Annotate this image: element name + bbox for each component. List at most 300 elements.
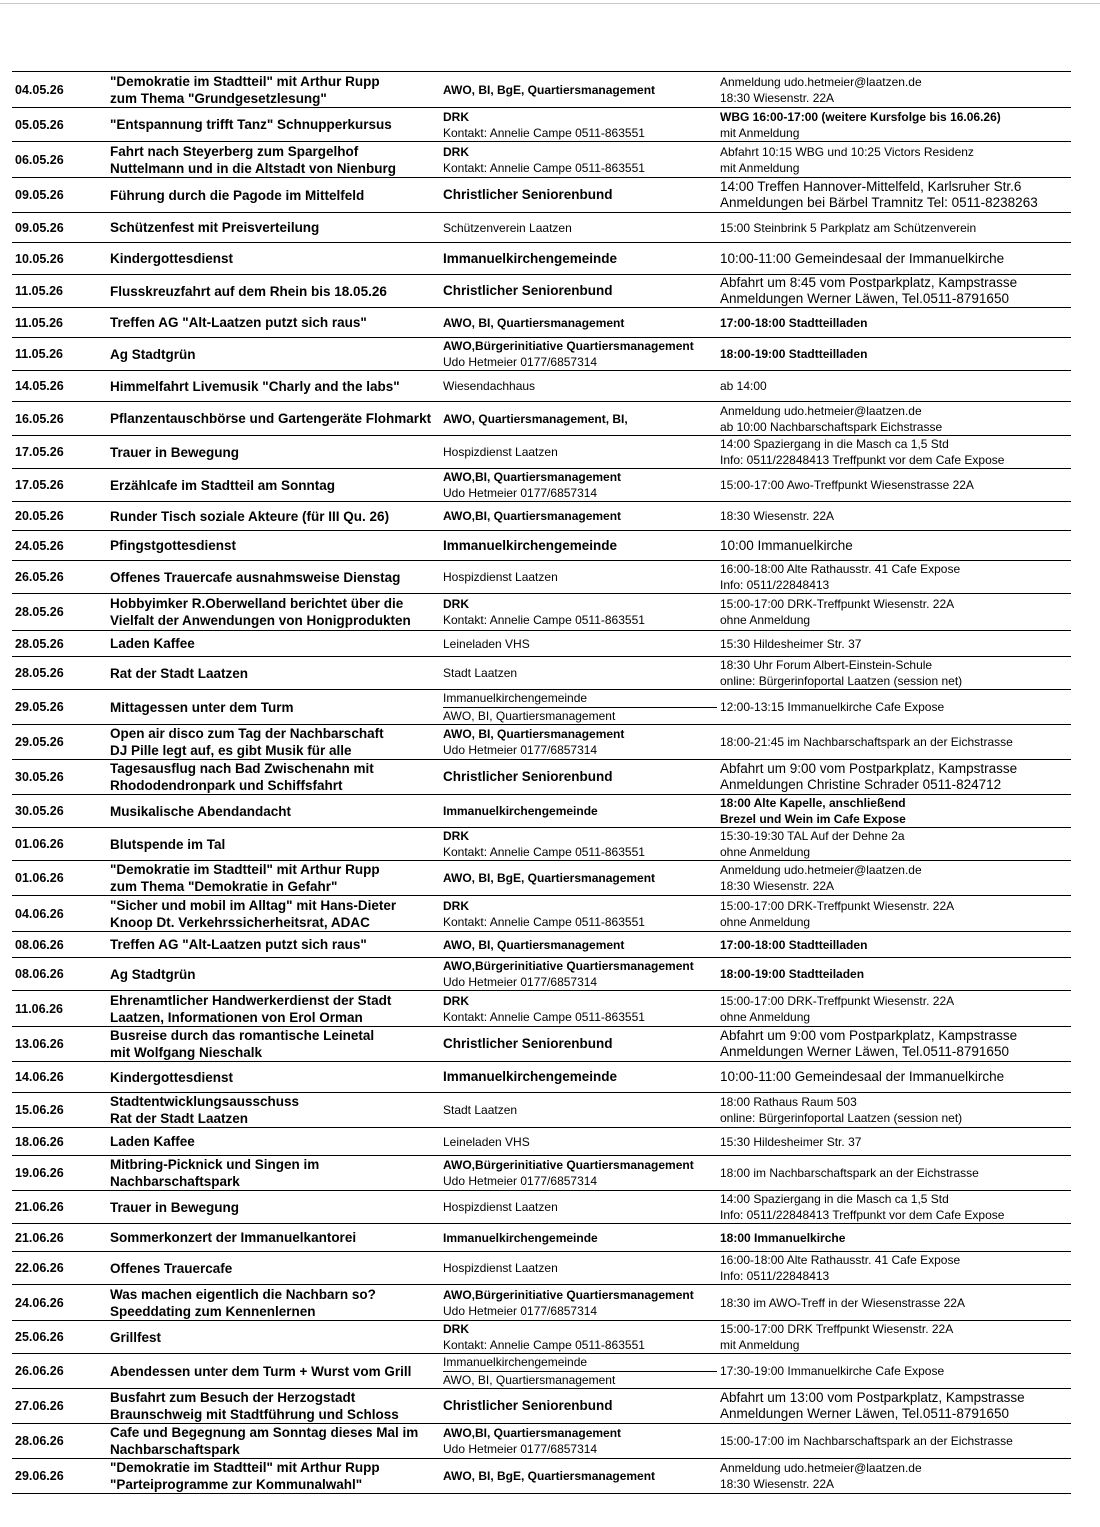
event-title (107, 932, 440, 958)
organizer-line: Immanuelkirchengemeinde (443, 1069, 618, 1084)
event-row (12, 657, 1071, 690)
event-details (717, 1224, 1071, 1252)
event-organizer (440, 631, 717, 657)
event-title-line: Flusskreuzfahrt auf dem Rhein bis 18.05.26 (110, 283, 387, 299)
event-organizer (440, 142, 717, 178)
details-line: 18:30 im AWO-Treff in der Wiesenstrasse 22A (720, 1295, 965, 1310)
event-date: 19.06.26 (15, 1166, 64, 1180)
event-title-line: Ehrenamtlicher Handwerkerdienst der Stadt (110, 992, 392, 1008)
event-details (717, 760, 1071, 795)
event-title (107, 657, 440, 690)
event-title (107, 402, 440, 436)
organizer-line: Kontakt: Annelie Campe 0511-863551 (443, 1338, 645, 1352)
details-line: 18:00 im Nachbarschaftspark an der Eichstrasse (720, 1166, 979, 1180)
details-line: Info: 0511/22848413 Treffpunkt vor dem Cafe Expose (720, 453, 1005, 467)
organizer-line: AWO, BI, Quartiersmanagement (443, 727, 625, 741)
event-details (717, 690, 1071, 725)
details-line: 15:00-17:00 Awo-Treffpunkt Wiesenstrasse 22A (720, 478, 974, 492)
details-line: Abfahrt um 9:00 vom Postparkplatz, Kampstrasse (720, 761, 1018, 776)
event-title (107, 275, 440, 308)
details-line: Anmeldungen Werner Läwen, Tel.0511-8791650 (720, 1044, 1009, 1059)
event-title (107, 1354, 440, 1389)
organizer-line: Christlicher Seniorenbund (443, 769, 613, 784)
event-organizer (440, 1128, 717, 1156)
organizer-line: Hospizdienst Laatzen (443, 445, 558, 459)
event-organizer (440, 178, 717, 213)
event-title (107, 1156, 440, 1191)
event-organizer (440, 828, 717, 861)
details-line: 15:00-17:00 DRK Treffpunkt Wiesenstr. 22A (720, 1322, 954, 1336)
event-title (107, 243, 440, 275)
event-title-line: "Entspannung trifft Tanz" Schnupperkursus (110, 117, 392, 132)
organizer-line: AWO, BI, BgE, Quartiersmanagement (443, 871, 656, 885)
organizer-line: AWO,BI, Quartiersmanagement (443, 470, 622, 484)
event-title-line: Tagesausflug nach Bad Zwischenahn mit (110, 761, 374, 776)
event-organizer (440, 1062, 717, 1093)
event-organizer (440, 861, 717, 896)
event-title-line: Grillfest (110, 1329, 162, 1345)
event-title-line: Blutspende im Tal (110, 836, 226, 852)
event-date: 01.06.26 (15, 837, 64, 851)
event-title (107, 1027, 440, 1062)
organizer-line: Udo Hetmeier 0177/6857314 (443, 1303, 598, 1318)
details-line: Brezel und Wein im Cafe Expose (720, 812, 906, 826)
event-date: 26.06.26 (15, 1364, 64, 1378)
event-title-line: Laden Kaffee (110, 636, 195, 651)
details-line: 15:00-17:00 DRK-Treffpunkt Wiesenstr. 22A (720, 898, 955, 913)
event-date: 21.06.26 (15, 1200, 64, 1214)
organizer-line: Hospizdienst Laatzen (443, 1261, 558, 1275)
organizer-line: AWO,Bürgerinitiative Quartiersmanagement (443, 339, 694, 353)
event-details (717, 795, 1071, 828)
organizer-line: Christlicher Seniorenbund (443, 1036, 613, 1051)
organizer-line: Leineladen VHS (443, 636, 530, 651)
event-row (12, 1424, 1071, 1459)
event-row (12, 1191, 1071, 1224)
event-row (12, 142, 1071, 178)
organizer-line: AWO, BI, Quartiersmanagement (443, 1371, 717, 1388)
event-title-line: Rat der Stadt Laatzen (110, 665, 249, 681)
event-title-line: Was machen eigentlich die Nachbarn so? (110, 1286, 376, 1302)
details-line: Anmeldung udo.hetmeier@laatzen.de (720, 403, 922, 418)
event-organizer (440, 657, 717, 690)
events-body (12, 72, 1071, 1494)
event-title-line: Rat der Stadt Laatzen (110, 1111, 249, 1126)
details-line: Anmeldungen bei Bärbel Tramnitz Tel: 0511-8238263 (720, 195, 1038, 210)
event-title-line: Laatzen, Informationen von Erol Orman (110, 1009, 363, 1025)
details-line: 10:00-11:00 Gemeindesaal der Immanuelkirche (720, 1069, 1005, 1084)
event-organizer (440, 1191, 717, 1224)
details-line: Anmeldungen Werner Läwen, Tel.0511-8791650 (720, 1406, 1009, 1421)
details-line: Anmeldung udo.hetmeier@laatzen.de (720, 1461, 922, 1475)
details-line: 16:00-18:00 Alte Rathausstr. 41 Cafe Expose (720, 1253, 961, 1267)
event-details (717, 594, 1071, 631)
event-title-line: Pfingstgottesdienst (110, 538, 237, 553)
event-date: 22.06.26 (15, 1261, 64, 1275)
organizer-line: DRK (443, 898, 469, 913)
event-date: 28.05.26 (15, 636, 64, 651)
event-title-line: Vielfalt der Anwendungen von Honigprodukten (110, 613, 411, 628)
event-date: 17.05.26 (15, 445, 64, 459)
event-row (12, 725, 1071, 760)
event-details (717, 338, 1071, 371)
details-line: Info: 0511/22848413 Treffpunkt vor dem Cafe Expose (720, 1208, 1005, 1222)
event-date: 28.06.26 (15, 1434, 64, 1448)
event-details (717, 631, 1071, 657)
details-line: 18:30 Wiesenstr. 22A (720, 879, 835, 893)
details-line: online: Bürgerinfoportal Laatzen (session net) (720, 1111, 963, 1125)
event-organizer (440, 213, 717, 243)
event-row (12, 594, 1071, 631)
event-title (107, 725, 440, 760)
details-line: Anmeldung udo.hetmeier@laatzen.de (720, 863, 922, 877)
event-date: 11.05.26 (15, 284, 63, 298)
event-title-line: Treffen AG "Alt-Laatzen putzt sich raus" (110, 315, 367, 330)
event-title (107, 338, 440, 371)
event-organizer (440, 1027, 717, 1062)
details-line: ohne Anmeldung (720, 613, 811, 627)
event-details (717, 828, 1071, 861)
details-line: 18:30 Wiesenstr. 22A (720, 509, 835, 523)
organizer-line: AWO, BI, BgE, Quartiersmanagement (443, 1469, 656, 1483)
event-row (12, 308, 1071, 338)
event-details (717, 1093, 1071, 1128)
event-title (107, 108, 440, 142)
event-organizer (440, 991, 717, 1027)
event-row (12, 402, 1071, 436)
organizer-line: Immanuelkirchengemeinde (443, 250, 618, 266)
event-title-line: Nachbarschaftspark (110, 1174, 240, 1189)
event-title-line: Offenes Trauercafe (110, 1260, 233, 1276)
details-line: 18:00-19:00 Stadtteilladen (720, 347, 868, 361)
event-date: 26.05.26 (15, 570, 64, 584)
event-date: 25.06.26 (15, 1330, 64, 1344)
event-date: 11.05.26 (15, 347, 63, 361)
event-title-line: Sommerkonzert der Immanuelkantorei (110, 1230, 357, 1245)
organizer-line: Hospizdienst Laatzen (443, 570, 558, 584)
details-line: 10:00 Immanuelkirche (720, 537, 853, 553)
event-date: 24.05.26 (15, 538, 64, 553)
event-row (12, 958, 1071, 991)
event-date: 18.06.26 (15, 1134, 64, 1149)
event-row (12, 1128, 1071, 1156)
event-row (12, 531, 1071, 561)
event-row (12, 991, 1071, 1027)
details-line: 18:00-19:00 Stadtteiladen (720, 967, 865, 981)
event-row (12, 1285, 1071, 1321)
event-organizer (440, 932, 717, 958)
event-details (717, 108, 1071, 142)
organizer-line: Kontakt: Annelie Campe 0511-863551 (443, 160, 645, 175)
event-title (107, 1285, 440, 1321)
details-line: ab 10:00 Nachbarschaftspark Eichstrasse (720, 419, 943, 434)
event-details (717, 991, 1071, 1027)
organizer-line: AWO, BI, Quartiersmanagement (443, 707, 717, 724)
event-title (107, 1252, 440, 1285)
event-organizer (440, 502, 717, 531)
event-date: 08.06.26 (15, 967, 64, 981)
event-title-line: "Parteiprogramme zur Kommunalwahl" (110, 1477, 363, 1492)
organizer-line: Kontakt: Annelie Campe 0511-863551 (443, 125, 645, 140)
event-organizer (440, 1321, 717, 1354)
event-details (717, 1027, 1071, 1062)
event-title-line: Busfahrt zum Besuch der Herzogstadt (110, 1390, 356, 1405)
organizer-line: AWO, Quartiersmanagement, BI, (443, 411, 628, 426)
details-line: 12:00-13:15 Immanuelkirche Cafe Expose (720, 700, 945, 714)
organizer-line: AWO, BI, Quartiersmanagement (443, 937, 625, 952)
event-row (12, 371, 1071, 402)
organizer-line: Kontakt: Annelie Campe 0511-863551 (443, 914, 645, 929)
event-date: 21.06.26 (15, 1230, 64, 1245)
event-details (717, 896, 1071, 932)
event-title-line: Pflanzentauschbörse und Gartengeräte Flohmarkt (110, 411, 432, 426)
organizer-line: DRK (443, 1322, 469, 1336)
event-details (717, 178, 1071, 213)
organizer-line: Schützenverein Laatzen (443, 220, 572, 235)
event-title (107, 142, 440, 178)
event-organizer (440, 338, 717, 371)
event-title (107, 1128, 440, 1156)
organizer-line: Christlicher Seniorenbund (443, 1398, 613, 1413)
event-title (107, 1224, 440, 1252)
event-date: 04.05.26 (15, 82, 64, 97)
details-line: 17:30-19:00 Immanuelkirche Cafe Expose (720, 1364, 945, 1378)
event-title (107, 1424, 440, 1459)
details-line: ab 14:00 (720, 379, 767, 393)
event-row (12, 436, 1071, 469)
event-details (717, 861, 1071, 896)
event-title (107, 213, 440, 243)
organizer-line: Udo Hetmeier 0177/6857314 (443, 1174, 598, 1188)
details-line: 15:00-17:00 im Nachbarschaftspark an der Eichstrasse (720, 1434, 1013, 1448)
event-row (12, 690, 1071, 725)
details-line: 15:30 Hildesheimer Str. 37 (720, 1134, 862, 1149)
organizer-line: Stadt Laatzen (443, 1103, 518, 1117)
details-line: Anmeldungen Christine Schrader 0511-824712 (720, 777, 1002, 792)
event-date: 27.06.26 (15, 1399, 64, 1413)
details-line: Abfahrt um 8:45 vom Postparkplatz, Kampstrasse (720, 275, 1018, 290)
event-date: 09.05.26 (15, 188, 64, 202)
details-line: Abfahrt um 13:00 vom Postparkplatz, Kampstrasse (720, 1390, 1025, 1405)
details-line: mit Anmeldung (720, 1338, 800, 1352)
event-title (107, 1191, 440, 1224)
event-organizer (440, 72, 717, 108)
event-row (12, 1093, 1071, 1128)
event-date: 15.06.26 (15, 1103, 64, 1117)
event-title-line: Offenes Trauercafe ausnahmsweise Dienstag (110, 569, 401, 585)
event-title (107, 436, 440, 469)
details-line: 14:00 Spaziergang in die Masch ca 1,5 Std (720, 437, 949, 451)
details-line: mit Anmeldung (720, 125, 800, 140)
event-details (717, 1424, 1071, 1459)
event-title (107, 760, 440, 795)
event-title (107, 531, 440, 561)
event-date: 04.06.26 (15, 906, 64, 921)
organizer-line: Christlicher Seniorenbund (443, 283, 613, 298)
organizer-line: Immanuelkirchengemeinde (443, 537, 618, 553)
event-date: 01.06.26 (15, 871, 64, 885)
event-date: 29.05.26 (15, 700, 64, 714)
details-line: Info: 0511/22848413 (720, 578, 830, 592)
details-line: 17:00-18:00 Stadtteilladen (720, 315, 868, 330)
event-date: 08.06.26 (15, 937, 64, 952)
event-details (717, 72, 1071, 108)
event-title-line: Abendessen unter dem Turm + Wurst vom Grill (110, 1363, 412, 1379)
event-title (107, 561, 440, 594)
event-title (107, 690, 440, 725)
event-title-line: Ag Stadtgrün (110, 346, 196, 362)
organizer-line: Udo Hetmeier 0177/6857314 (443, 975, 598, 989)
details-line: mit Anmeldung (720, 160, 800, 175)
event-title-line: Open air disco zum Tag der Nachbarschaft (110, 726, 384, 741)
event-title-line: Hobbyimker R.Oberwelland berichtet über die (110, 596, 404, 611)
event-title (107, 631, 440, 657)
event-title-line: Runder Tisch soziale Akteure (für III Qu. 26) (110, 508, 390, 524)
event-date: 20.05.26 (15, 509, 64, 523)
event-title-line: zum Thema "Demokratie in Gefahr" (110, 879, 338, 894)
event-title-line: Nachbarschaftspark (110, 1442, 240, 1457)
event-title-line: Trauer in Bewegung (110, 444, 240, 460)
event-title-line: Ag Stadtgrün (110, 966, 196, 982)
event-details (717, 1128, 1071, 1156)
details-line: 18:30 Wiesenstr. 22A (720, 90, 835, 105)
event-title (107, 1062, 440, 1093)
event-organizer (440, 1224, 717, 1252)
organizer-line: DRK (443, 829, 469, 843)
event-title-line: Cafe und Begegnung am Sonntag dieses Mal im (110, 1425, 419, 1440)
event-organizer (440, 108, 717, 142)
event-details (717, 308, 1071, 338)
event-title-line: Knoop Dt. Verkehrssicherheitsrat, ADAC (110, 914, 370, 930)
event-title (107, 502, 440, 531)
event-title (107, 1389, 440, 1424)
event-row (12, 1224, 1071, 1252)
event-organizer (440, 275, 717, 308)
event-title (107, 1459, 440, 1494)
event-organizer (440, 896, 717, 932)
event-organizer (440, 1252, 717, 1285)
event-details (717, 958, 1071, 991)
event-title-line: Führung durch die Pagode im Mittelfeld (110, 187, 365, 203)
details-line: 15:30 Hildesheimer Str. 37 (720, 636, 862, 651)
details-line: 15:00-17:00 DRK-Treffpunkt Wiesenstr. 22A (720, 597, 955, 611)
organizer-line: AWO, BI, Quartiersmanagement (443, 315, 625, 330)
event-details (717, 725, 1071, 760)
event-title (107, 594, 440, 631)
organizer-line: AWO,Bürgerinitiative Quartiersmanagement (443, 1287, 694, 1302)
event-date: 24.06.26 (15, 1295, 64, 1310)
organizer-line: Stadt Laatzen (443, 666, 518, 680)
event-date: 11.05.26 (15, 315, 63, 330)
organizer-line: Kontakt: Annelie Campe 0511-863551 (443, 1009, 645, 1024)
event-title (107, 861, 440, 896)
organizer-line: Kontakt: Annelie Campe 0511-863551 (443, 613, 645, 627)
event-row (12, 1389, 1071, 1424)
event-organizer (440, 436, 717, 469)
event-title-line: Nuttelmann und in die Altstadt von Nienburg (110, 160, 396, 176)
event-date: 09.05.26 (15, 220, 64, 235)
event-row (12, 760, 1071, 795)
event-title-line: Speeddating zum Kennenlernen (110, 1303, 316, 1319)
event-details (717, 1285, 1071, 1321)
event-organizer (440, 594, 717, 631)
details-line: 15:00-17:00 DRK-Treffpunkt Wiesenstr. 22A (720, 993, 955, 1008)
event-row (12, 795, 1071, 828)
event-row (12, 275, 1071, 308)
event-title-line: Mittagessen unter dem Turm (110, 699, 294, 715)
event-details (717, 213, 1071, 243)
event-title-line: Stadtentwicklungsausschuss (110, 1094, 300, 1109)
event-date: 30.05.26 (15, 770, 64, 784)
details-line: 14:00 Treffen Hannover-Mittelfeld, Karlsruher Str.6 (720, 179, 1022, 194)
details-line: Info: 0511/22848413 (720, 1269, 830, 1283)
event-row (12, 213, 1071, 243)
event-organizer (440, 1424, 717, 1459)
organizer-line: Udo Hetmeier 0177/6857314 (443, 486, 598, 500)
events-table (12, 71, 1071, 1494)
organizer-line: DRK (443, 597, 469, 611)
event-date: 14.06.26 (15, 1070, 64, 1084)
organizer-line: Immanuelkirchengemeinde (443, 1230, 598, 1245)
event-row (12, 561, 1071, 594)
event-title-line: Erzählcafe im Stadtteil am Sonntag (110, 477, 336, 493)
event-title (107, 795, 440, 828)
organizer-line: Kontakt: Annelie Campe 0511-863551 (443, 845, 645, 859)
event-date: 10.05.26 (15, 251, 64, 266)
organizer-line: Hospizdienst Laatzen (443, 1200, 558, 1214)
event-date: 28.05.26 (15, 605, 64, 619)
event-details (717, 1252, 1071, 1285)
event-date: 29.05.26 (15, 735, 64, 749)
details-line: Abfahrt 10:15 WBG und 10:25 Victors Residenz (720, 144, 974, 159)
event-row (12, 932, 1071, 958)
organizer-line: Leineladen VHS (443, 1134, 530, 1149)
event-organizer (440, 725, 717, 760)
event-date: 05.05.26 (15, 117, 64, 132)
event-details (717, 1459, 1071, 1494)
event-title-line: Himmelfahrt Livemusik "Charly and the labs" (110, 378, 400, 394)
organizer-line: DRK (443, 144, 469, 159)
top-divider (0, 3, 1100, 4)
organizer-line: Udo Hetmeier 0177/6857314 (443, 743, 598, 757)
event-details (717, 1062, 1071, 1093)
details-line: 18:00 Immanuelkirche (720, 1230, 846, 1245)
event-details (717, 1389, 1071, 1424)
organizer-line: AWO,BI, Quartiersmanagement (443, 1426, 622, 1440)
details-line: 18:00 Alte Kapelle, anschließend (720, 796, 906, 810)
event-title-line: Busreise durch das romantische Leinetal (110, 1028, 375, 1043)
organizer-line: AWO,BI, Quartiersmanagement (443, 509, 622, 523)
event-details (717, 932, 1071, 958)
event-title (107, 958, 440, 991)
event-row (12, 1252, 1071, 1285)
event-row (12, 1459, 1071, 1494)
details-line: ohne Anmeldung (720, 1009, 811, 1024)
event-organizer (440, 795, 717, 828)
event-date: 16.05.26 (15, 411, 64, 426)
event-details (717, 1321, 1071, 1354)
event-details (717, 657, 1071, 690)
organizer-line: DRK (443, 993, 469, 1008)
details-line: online: Bürgerinfoportal Laatzen (session net) (720, 674, 963, 688)
event-organizer (440, 1285, 717, 1321)
event-row (12, 631, 1071, 657)
organizer-line: Udo Hetmeier 0177/6857314 (443, 355, 598, 369)
event-date: 28.05.26 (15, 666, 64, 680)
event-organizer (440, 1354, 717, 1389)
event-row (12, 72, 1071, 108)
event-date: 17.05.26 (15, 478, 64, 492)
